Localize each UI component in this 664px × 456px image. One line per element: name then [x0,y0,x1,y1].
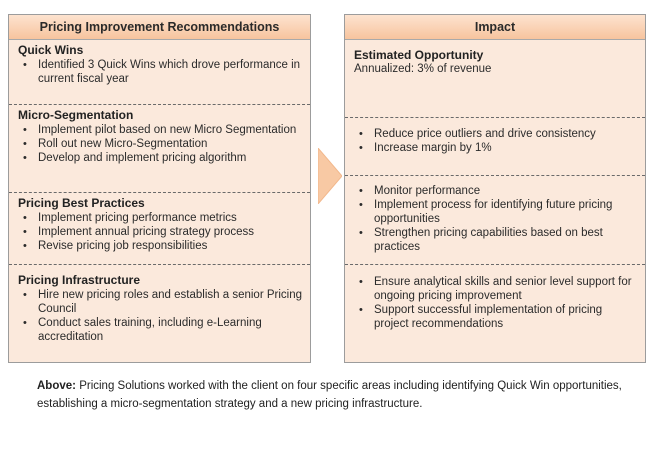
list-item: • Ensure analytical skills and senior level support for ongoing pricing improvement [354,275,637,303]
figure-caption [37,377,637,413]
list-item: • Identified 3 Quick Wins which drove performance in current fiscal year [18,58,302,86]
bullet-list [18,211,302,253]
section-title: Pricing Infrastructure [18,273,141,287]
bullet-list [354,184,637,254]
recommendations-header: Pricing Improvement Recommendations [9,15,310,40]
recommendations-panel [8,14,311,363]
bullet-list [18,123,302,165]
caption-lead: Above: [37,380,76,392]
list-item: • Implement annual pricing strategy process [18,225,302,239]
impact-section [345,175,645,265]
best-practices-section [9,192,310,264]
list-item: • Revise pricing job responsibilities [18,239,302,253]
list-item: • Strengthen pricing capabilities based on best practices [354,226,637,254]
infrastructure-section [9,264,310,362]
impact-section [345,264,645,362]
bullet-list [354,275,637,331]
bullet-list [18,288,302,344]
caption-text: Pricing Solutions worked with the client on four specific areas including identifying Quick Win opportunities, establishing a micro-segmentation strategy and a new pricing infrastructure. [37,380,622,410]
estimated-opportunity-title: Estimated Opportunity [354,48,484,62]
bullet-list [18,58,302,86]
list-item: • Reduce price outliers and drive consistency [354,127,637,141]
list-item: • Roll out new Micro-Segmentation [18,137,302,151]
right-arrow-icon [318,148,342,204]
list-item: • Monitor performance [354,184,637,198]
estimated-opportunity-value: Annualized: 3% of revenue [354,63,492,75]
estimated-opportunity-section [345,40,645,117]
micro-segmentation-section [9,104,310,193]
impact-panel [344,14,646,363]
list-item: • Increase margin by 1% [354,141,637,155]
impact-header: Impact [345,15,645,40]
list-item: • Hire new pricing roles and establish a senior Pricing Council [18,288,302,316]
list-item: • Support successful implementation of pricing project recommendations [354,303,637,331]
list-item: • Implement process for identifying future pricing opportunities [354,198,637,226]
list-item: • Implement pricing performance metrics [18,211,302,225]
list-item: • Implement pilot based on new Micro Segmentation [18,123,302,137]
bullet-list [354,127,637,155]
list-item: • Conduct sales training, including e-Learning accreditation [18,316,302,344]
section-title: Pricing Best Practices [18,196,145,210]
section-title: Micro-Segmentation [18,108,134,122]
section-title: Quick Wins [18,43,84,57]
list-item: • Develop and implement pricing algorithm [18,151,302,165]
